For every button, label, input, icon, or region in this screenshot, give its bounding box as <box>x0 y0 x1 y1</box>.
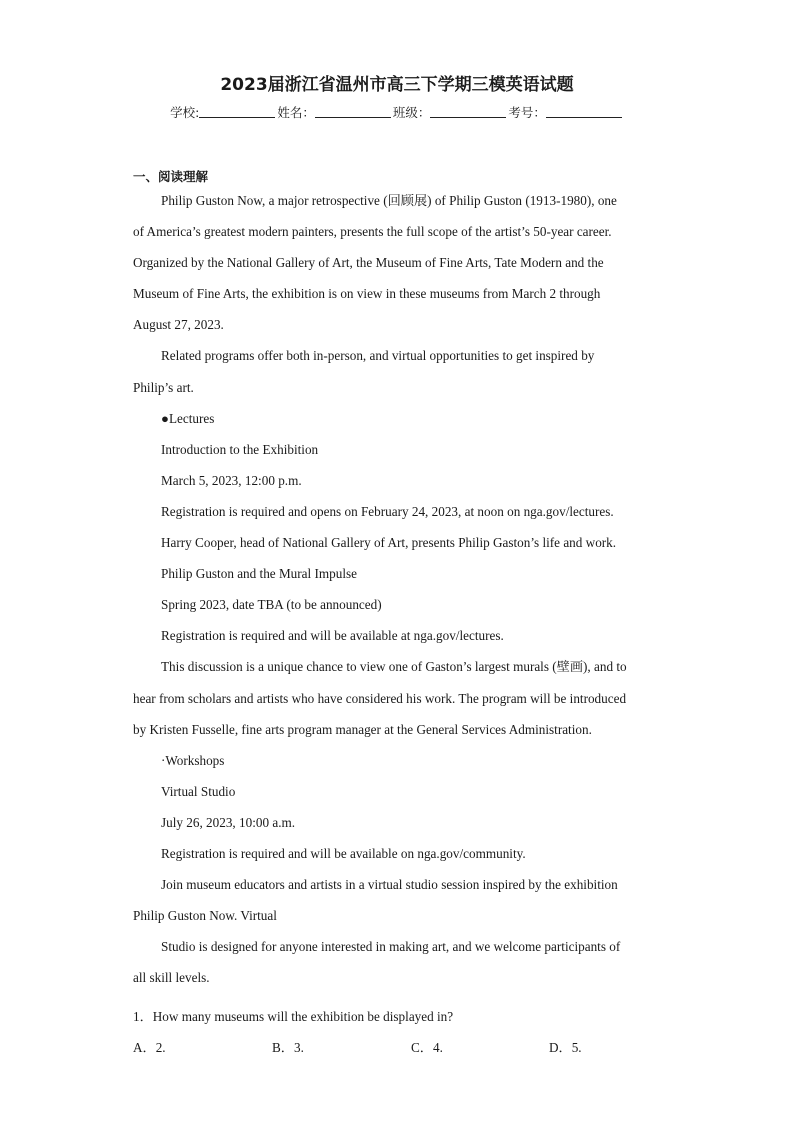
lecture-registration: Registration is required and opens on February 24, 2023, at noon on nga.gov/lectures. <box>161 503 614 519</box>
lecture-registration: Registration is required and will be available at nga.gov/lectures. <box>161 628 504 644</box>
workshop-description: all skill levels. <box>133 970 210 986</box>
lecture-title: Introduction to the Exhibition <box>161 441 319 457</box>
option-d[interactable]: D．5. <box>549 1040 582 1055</box>
workshop-registration: Registration is required and will be available on nga.gov/community. <box>161 845 526 861</box>
passage-line: Related programs offer both in-person, and virtual opportunities to get inspired by <box>161 348 595 364</box>
number-blank[interactable] <box>546 117 622 118</box>
lecture-title: Philip Guston and the Mural Impulse <box>161 566 357 582</box>
option-b[interactable]: B．3. <box>272 1040 304 1055</box>
option-a[interactable]: A．2. <box>133 1040 166 1055</box>
student-info-line <box>0 103 794 121</box>
name-label: 姓名： <box>277 105 315 120</box>
passage-line: of America’s greatest modern painters, presents the full scope of the artist’s 50-year career. <box>133 224 612 240</box>
question-1: 1．How many museums will the exhibition be displayed in? <box>133 1009 454 1024</box>
page-title: 2023届浙江省温州市高三下学期三模英语试题 <box>220 75 574 95</box>
lecture-description: Harry Cooper, head of National Gallery of Art, presents Philip Gaston’s life and work. <box>161 535 617 551</box>
school-blank[interactable] <box>199 117 275 118</box>
option-c[interactable]: C．4. <box>411 1040 443 1055</box>
class-label: 班级： <box>392 105 431 120</box>
name-field <box>277 103 393 121</box>
class-blank[interactable] <box>430 117 506 118</box>
workshop-description: Philip Guston Now. Virtual <box>133 908 277 924</box>
passage-line: Museum of Fine Arts, the exhibition is on view in these museums from March 2 through <box>133 286 601 302</box>
question-1-options <box>133 1032 693 1063</box>
workshops-heading: ·Workshops <box>161 752 225 768</box>
workshop-description: Studio is designed for anyone interested in making art, and we welcome participants of <box>161 939 621 955</box>
workshop-title: Virtual Studio <box>161 783 236 799</box>
workshop-date: July 26, 2023, 10:00 a.m. <box>161 814 296 830</box>
lecture-description: hear from scholars and artists who have considered his work. The program will be introduced <box>133 690 627 706</box>
school-field <box>170 103 277 121</box>
passage-line: Philip’s art. <box>133 379 194 395</box>
name-blank[interactable] <box>315 117 391 118</box>
lectures-heading: ●Lectures <box>161 410 215 426</box>
passage-line: August 27, 2023. <box>133 317 224 333</box>
number-field <box>508 103 624 121</box>
school-label: 学校: <box>170 105 200 120</box>
workshop-description: Join museum educators and artists in a virtual studio session inspired by the exhibition <box>161 877 618 893</box>
passage-line: Philip Guston Now, a major retrospective (回顾展) of Philip Guston (1913-1980), one <box>161 193 617 208</box>
lecture-description: by Kristen Fusselle, fine arts program manager at the General Services Administration. <box>133 721 592 737</box>
lecture-date: March 5, 2023, 12:00 p.m. <box>161 472 302 488</box>
passage-line: Organized by the National Gallery of Art, the Museum of Fine Arts, Tate Modern and the <box>133 255 604 271</box>
section-heading: 一、阅读理解 <box>133 169 209 184</box>
lecture-date: Spring 2023, date TBA (to be announced) <box>161 597 382 613</box>
reading-passage <box>133 185 661 993</box>
lecture-description: This discussion is a unique chance to view one of Gaston’s largest murals (壁画), and to <box>161 659 627 675</box>
number-label: 考号： <box>508 105 546 120</box>
class-field <box>393 103 509 121</box>
